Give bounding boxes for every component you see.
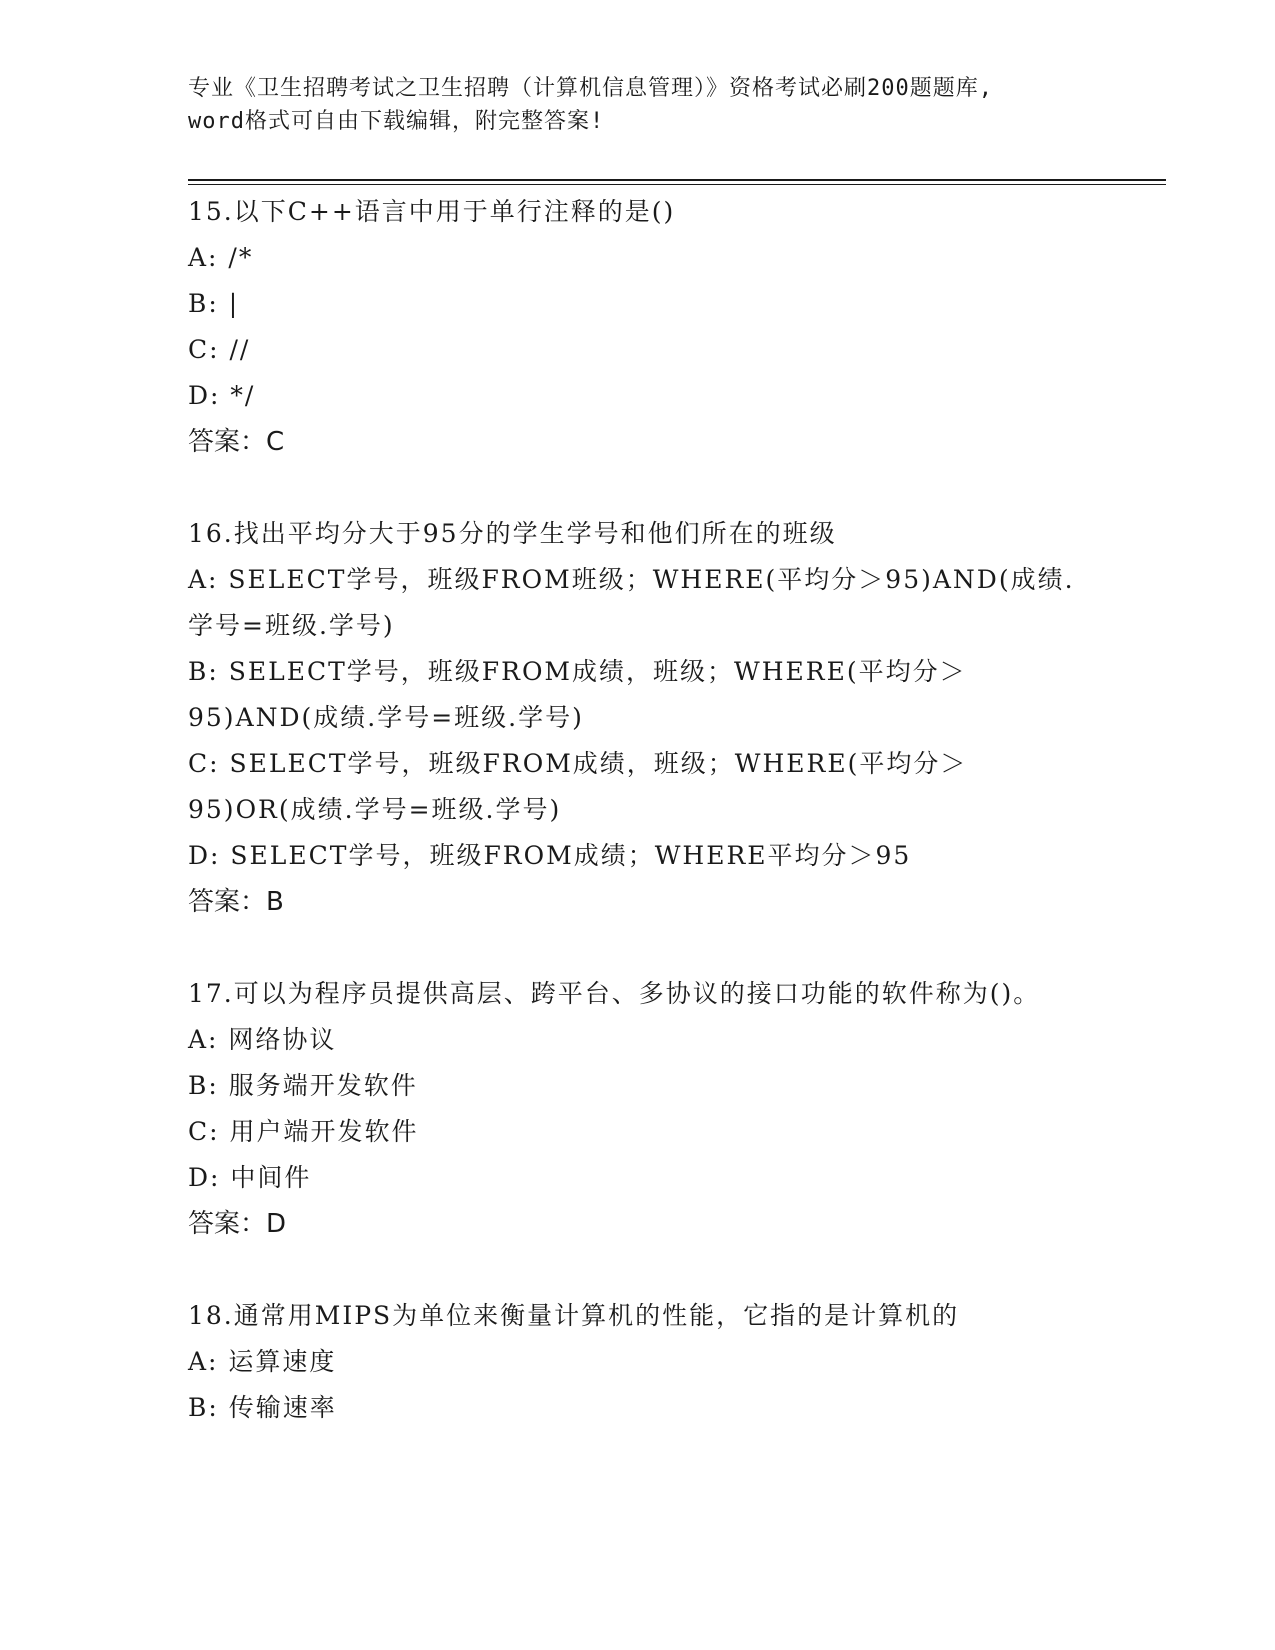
option-b: B: 传输速率 xyxy=(188,1393,337,1422)
answer-key: 答案：C xyxy=(188,427,285,457)
question-stem: 17.可以为程序员提供高层、跨平台、多协议的接口功能的软件称为()。 xyxy=(188,979,1041,1008)
question-17 xyxy=(188,971,1088,1247)
option-a: A: /* xyxy=(188,243,254,272)
option-d: D: 中间件 xyxy=(188,1163,312,1192)
option-d: D: */ xyxy=(188,381,256,410)
header-divider-thin xyxy=(188,184,1166,185)
header-line-2: word格式可自由下载编辑，附完整答案! xyxy=(188,109,605,134)
option-a: A: 网络协议 xyxy=(188,1025,337,1054)
option-b: B: | xyxy=(188,289,240,318)
option-c: C: 用户端开发软件 xyxy=(188,1117,419,1146)
question-stem: 16.找出平均分大于95分的学生学号和他们所在的班级 xyxy=(188,519,837,548)
option-a: A: 运算速度 xyxy=(188,1347,337,1376)
header-line-1: 专业《卫生招聘考试之卫生招聘（计算机信息管理）》资格考试必刷200题题库, xyxy=(188,76,993,101)
question-15 xyxy=(188,189,1088,465)
question-list xyxy=(188,189,1088,1477)
answer-key: 答案：B xyxy=(188,887,284,917)
option-c: C: // xyxy=(188,335,251,364)
question-18 xyxy=(188,1293,1088,1431)
answer-key: 答案：D xyxy=(188,1209,287,1239)
option-b: B: 服务端开发软件 xyxy=(188,1071,418,1100)
question-stem: 18.通常用MIPS为单位来衡量计算机的性能，它指的是计算机的 xyxy=(188,1301,960,1330)
option-d: D: SELECT学号，班级FROM成绩；WHERE平均分＞95 xyxy=(188,841,912,870)
document-header xyxy=(188,72,1088,138)
question-16 xyxy=(188,511,1088,925)
header-divider-thick xyxy=(188,179,1166,181)
option-c: C: SELECT学号，班级FROM成绩，班级；WHERE(平均分＞95)OR(成绩.学号=班级.学号) xyxy=(188,749,968,824)
option-a: A: SELECT学号，班级FROM班级；WHERE(平均分＞95)AND(成绩.学号=班级.学号) xyxy=(188,565,1075,640)
option-b: B: SELECT学号，班级FROM成绩，班级；WHERE(平均分＞95)AND(成绩.学号=班级.学号) xyxy=(188,657,967,732)
question-stem: 15.以下C++语言中用于单行注释的是() xyxy=(188,197,676,226)
